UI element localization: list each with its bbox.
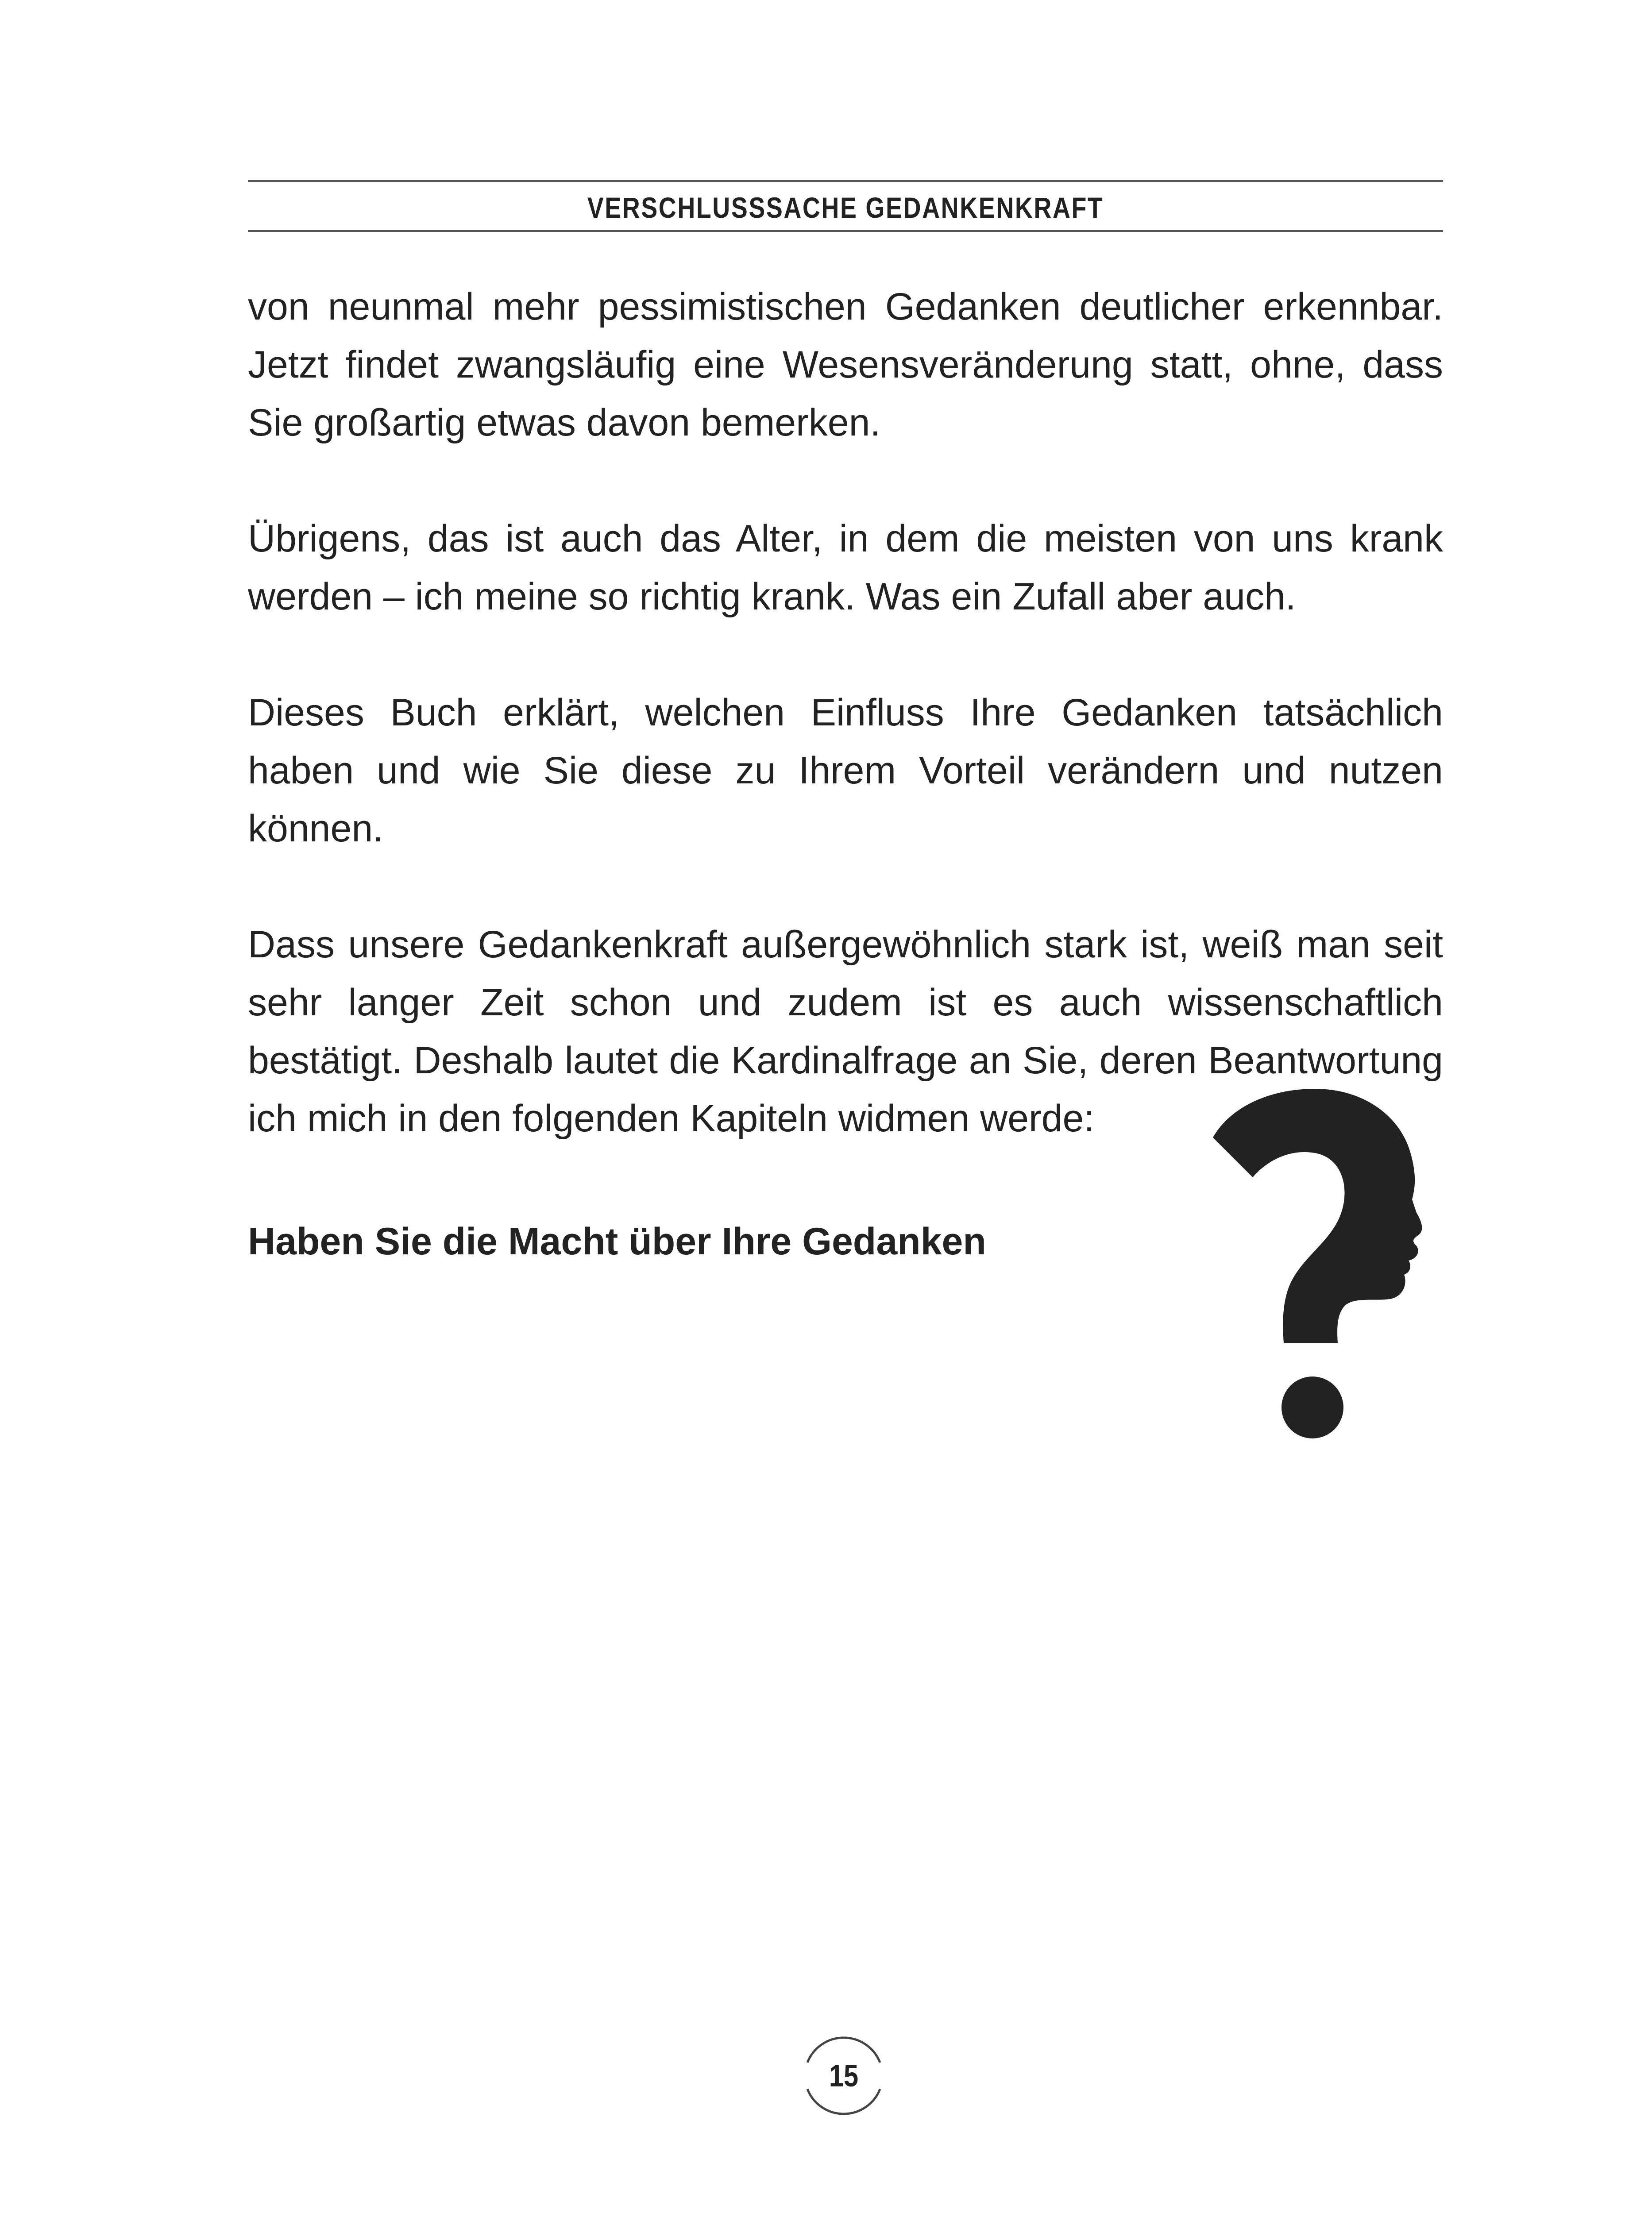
page-number-badge <box>799 2032 888 2120</box>
body-text <box>248 278 1443 1206</box>
paragraph: von neunmal mehr pessimistischen Gedanken deutlicher erkennbar. Jetzt findet zwangsläufig eine Wesensveränderung statt, ohne, dass Sie großartig etwas davon bemerken. <box>248 285 1443 444</box>
running-head: VERSCHLUSSSACHE GEDANKENKRAFT <box>587 191 1104 224</box>
key-question: Haben Sie die Macht über Ihre Gedanken <box>248 1220 986 1263</box>
question-mark-dot <box>1281 1376 1343 1438</box>
paragraph: Übrigens, das ist auch das Alter, in dem die meisten von uns krank werden – ich meine so richtig krank. Was ein Zufall aber auch. <box>248 517 1443 618</box>
question-mark-stroke <box>1213 1089 1422 1343</box>
question-mark-head-profile-icon <box>1204 1089 1434 1452</box>
paragraph: Dass unsere Gedankenkraft außergewöhnlich stark ist, weiß man seit sehr langer Zeit schon und zudem ist es auch wissenschaftlich bestätigt. Deshalb lautet die Kardinalfrage an Sie, deren Beantwortung ich mich in den folgenden Kapiteln widmen werde: <box>248 923 1443 1140</box>
header-rule-bottom <box>248 230 1443 232</box>
header-rule-top <box>248 180 1443 182</box>
page-number: 15 <box>829 2059 859 2093</box>
paragraph: Dieses Buch erklärt, welchen Einfluss Ihre Gedanken tatsächlich haben und wie Sie diese zu Ihrem Vorteil verändern und nutzen können. <box>248 691 1443 850</box>
